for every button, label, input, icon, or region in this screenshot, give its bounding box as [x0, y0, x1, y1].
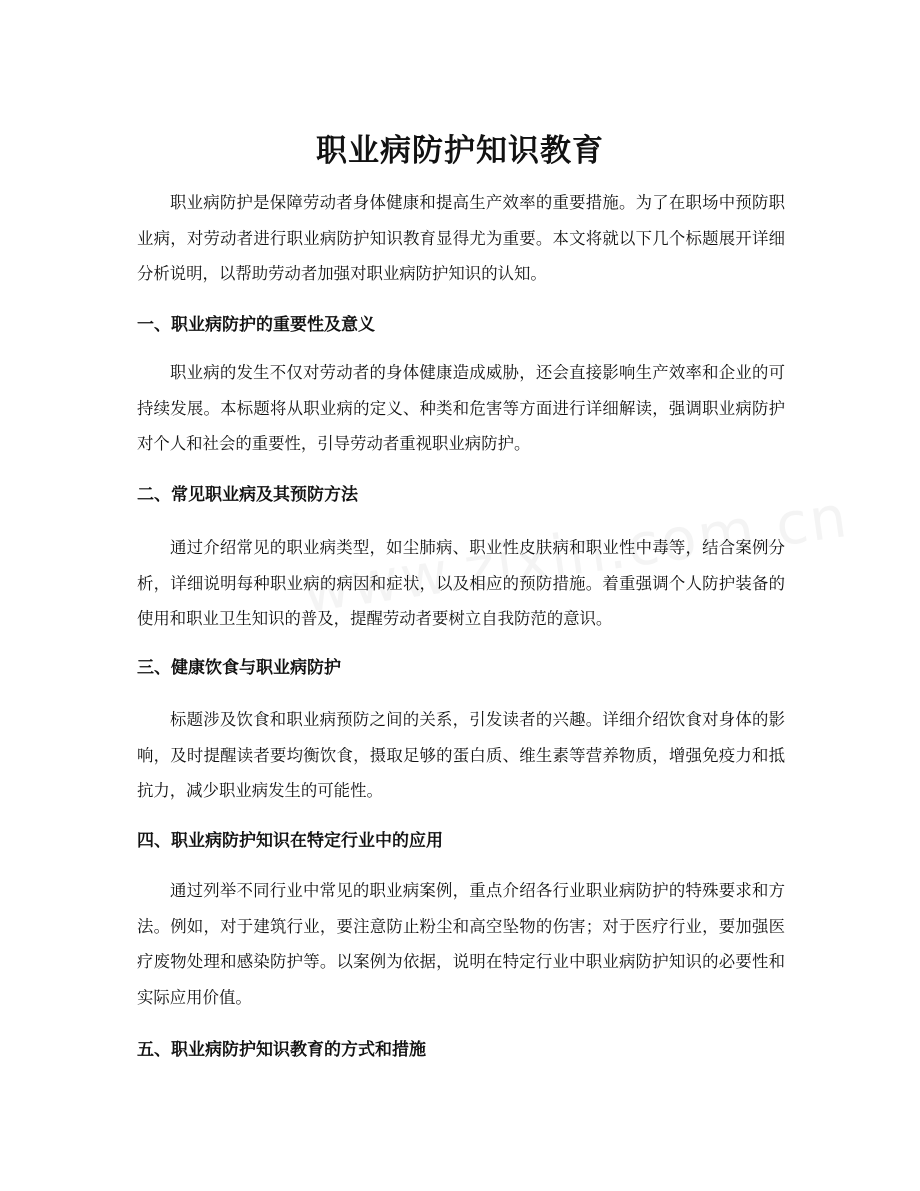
intro-paragraph: 职业病防护是保障劳动者身体健康和提高生产效率的重要措施。为了在职场中预防职业病，对劳动者进行职业病防护知识教育显得尤为重要。本文将就以下几个标题展开详细分析说明，以帮助劳动者加强对职业病防护知识的认知。: [137, 193, 785, 283]
section-2-heading: 二、常见职业病及其预防方法: [137, 485, 358, 505]
section-4-heading: 四、职业病防护知识在特定行业中的应用: [137, 831, 443, 851]
section-1-body: 职业病的发生不仅对劳动者的身体健康造成威胁，还会直接影响生产效率和企业的可持续发展。本标题将从职业病的定义、种类和危害等方面进行详细解读，强调职业病防护对个人和社会的重要性，引导劳动者重视职业病防护。: [137, 363, 785, 453]
section-3-heading: 三、健康饮食与职业病防护: [137, 658, 341, 678]
section-4-body: 通过列举不同行业中常见的职业病案例，重点介绍各行业职业病防护的特殊要求和方法。例如，对于建筑行业，要注意防止粉尘和高空坠物的伤害；对于医疗行业，要加强医疗废物处理和感染防护等。以案例为依据，说明在特定行业中职业病防护知识的必要性和实际应用价值。: [137, 881, 785, 1007]
section-2-body: 通过介绍常见的职业病类型，如尘肺病、职业性皮肤病和职业性中毒等，结合案例分析，详细说明每种职业病的病因和症状，以及相应的预防措施。着重强调个人防护装备的使用和职业卫生知识的普及，提醒劳动者要树立自我防范的意识。: [137, 538, 785, 628]
document-title: 职业病防护知识教育: [316, 132, 604, 169]
section-3-body: 标题涉及饮食和职业病预防之间的关系，引发读者的兴趣。详细介绍饮食对身体的影响，及时提醒读者要均衡饮食，摄取足够的蛋白质、维生素等营养物质，增强免疫力和抵抗力，减少职业病发生的可能性。: [137, 710, 785, 800]
section-5-heading: 五、职业病防护知识教育的方式和措施: [137, 1040, 426, 1060]
section-1-heading: 一、职业病防护的重要性及意义: [137, 315, 375, 335]
